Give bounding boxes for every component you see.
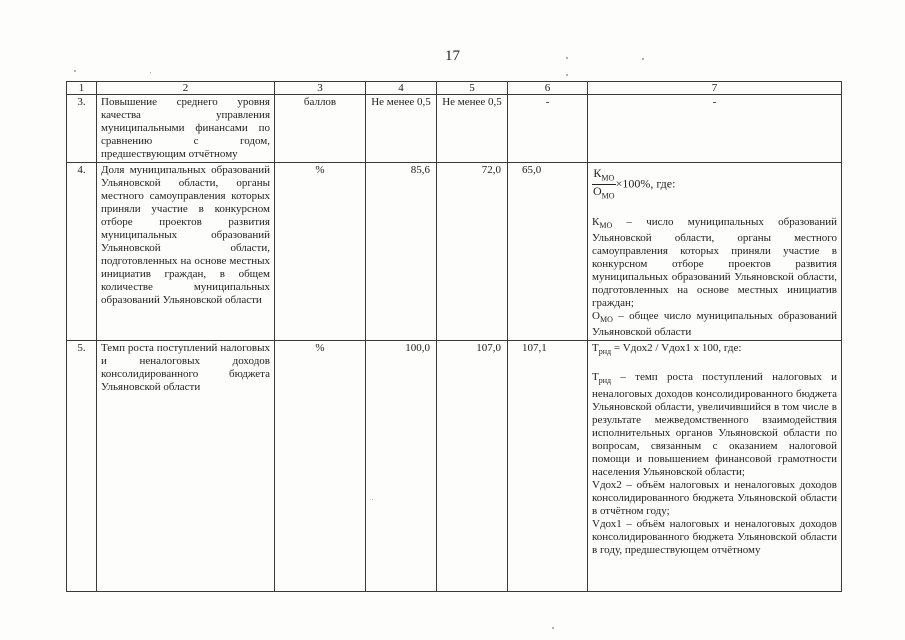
fraction-numerator	[592, 167, 616, 185]
definition-symbol: Т	[592, 371, 599, 384]
table-row	[67, 163, 842, 341]
page-number: 17	[445, 48, 460, 64]
indicator-name: Доля муниципальных образований Ульяновской области, органы местного самоуправления которых приняли участие в конкурсном отборе проектов развития муниципальных образований Ульяновской области, подготовленных на основе местных инициатив граждан, в общем количестве муниципальных образований Ульяновской области	[97, 163, 275, 341]
method-cell	[588, 341, 842, 592]
unit-cell: %	[275, 163, 366, 341]
definition	[592, 371, 837, 478]
formula-subscript: рнд	[598, 347, 612, 357]
formula-subscript: МО	[601, 173, 615, 183]
value-col5: 72,0	[437, 163, 508, 341]
scan-speck	[566, 74, 568, 76]
value-col6: 107,1	[508, 341, 588, 592]
scan-speck	[642, 58, 644, 60]
value-col6: -	[508, 95, 588, 163]
definition: Vдох1 – объём налоговых и неналоговых доходов консолидированного бюджета Ульяновской области в году, предшествующем отчётному	[592, 517, 837, 556]
indicator-name: Повышение среднего уровня качества управления муниципальными финансами по сравнению с годом, предшествующим отчётному	[97, 95, 275, 163]
value-col6: 65,0	[508, 163, 588, 341]
value-col4: Не менее 0,5	[366, 95, 437, 163]
fraction-denominator	[592, 185, 616, 202]
unit-cell: баллов	[275, 95, 366, 163]
definition	[592, 310, 837, 339]
formula	[592, 167, 837, 203]
definition-subscript: рнд	[598, 376, 612, 386]
formula	[592, 342, 837, 358]
method-cell	[588, 163, 842, 341]
definition-text: – число муниципальных образований Ульяновской области, органы местного самоуправления которых приняли участие в конкурсном отборе проектов развития муниципальных образований Ульяновской области, подготовленных на основе местных инициатив граждан;	[592, 215, 837, 309]
formula-subscript: МО	[601, 191, 615, 201]
indicator-table	[66, 81, 842, 592]
fraction	[592, 167, 616, 203]
value-col4: 85,6	[366, 163, 437, 341]
definition-subscript: МО	[599, 220, 613, 230]
definition: Vдох2 – объём налоговых и неналоговых доходов консолидированного бюджета Ульяновской области в отчётном году;	[592, 478, 837, 517]
definition-symbol: К	[592, 215, 600, 228]
row-number: 3.	[67, 95, 97, 163]
definition-subscript: МО	[599, 315, 613, 325]
unit-cell: %	[275, 341, 366, 592]
header-cell: 5	[437, 82, 508, 95]
header-row	[67, 82, 842, 95]
formula-symbol: К	[593, 166, 602, 180]
scan-speck	[566, 57, 568, 59]
formula-symbol: Т	[592, 342, 599, 355]
definition-text: – темп роста поступлений налоговых и неналоговых доходов консолидированного бюджета Ульяновской области, увеличившийся в том числе в результате межведомственного взаимодействия исполнительных органов Ульяновской области по вопросам, связанным с оказанием налоговой помощи и повышением финансовой грамотности населения Ульяновской области;	[592, 371, 837, 478]
header-cell: 7	[588, 82, 842, 95]
header-cell: 6	[508, 82, 588, 95]
definition-text: – общее число муниципальных образований Ульяновской области	[592, 309, 837, 339]
value-col5: Не менее 0,5	[437, 95, 508, 163]
header-cell: 1	[67, 82, 97, 95]
header-cell: 4	[366, 82, 437, 95]
scan-speck	[150, 72, 151, 73]
scan-speck	[74, 70, 76, 72]
formula-tail: ×100%, где:	[615, 176, 676, 191]
header-cell: 2	[97, 82, 275, 95]
row-number: 4.	[67, 163, 97, 341]
definition	[592, 216, 837, 310]
table-row	[67, 95, 842, 163]
value-col5: 107,0	[437, 341, 508, 592]
formula-text: = Vдох2 / Vдох1 х 100, где:	[611, 342, 742, 355]
scan-speck	[552, 627, 554, 629]
formula-symbol: О	[593, 184, 602, 199]
table-row	[67, 341, 842, 592]
value-col4: 100,0	[366, 341, 437, 592]
indicator-name: Темп роста поступлений налоговых и неналоговых доходов консолидированного бюджета Ульяновской области	[97, 341, 275, 592]
header-cell: 3	[275, 82, 366, 95]
method-cell: -	[588, 95, 842, 163]
definition-symbol: О	[592, 309, 600, 322]
row-number: 5.	[67, 341, 97, 592]
